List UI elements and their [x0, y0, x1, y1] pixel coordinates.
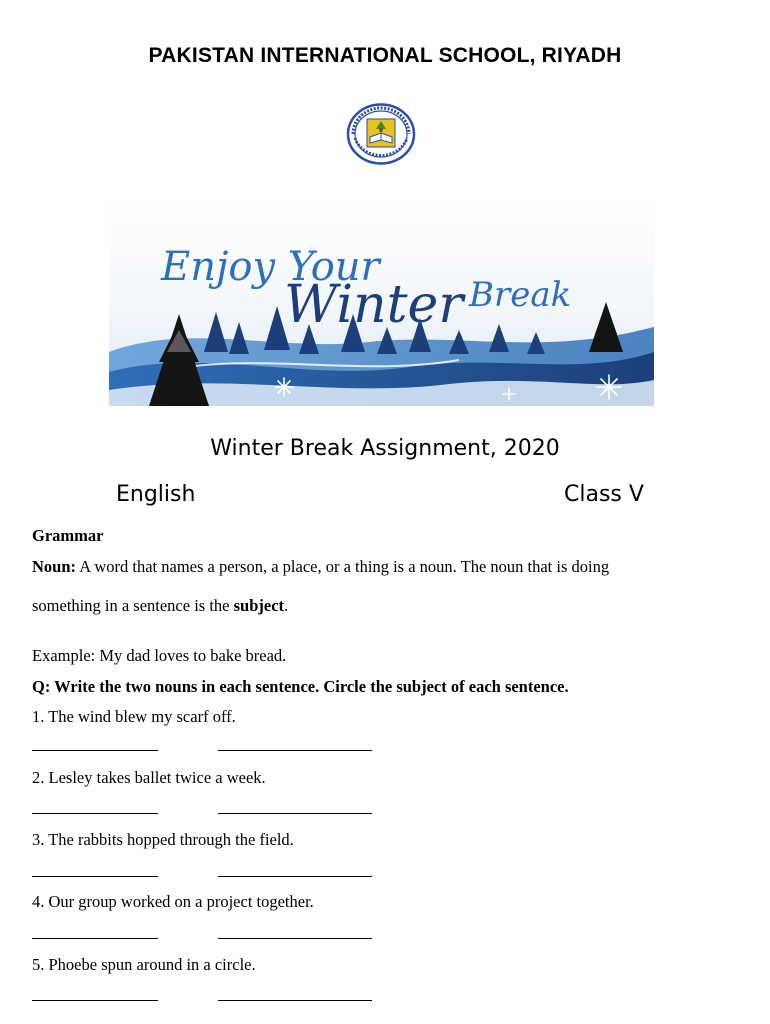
noun-definition-line-1 — [32, 557, 609, 577]
answer-blank-noun-1[interactable] — [32, 813, 158, 814]
banner-line-1: Enjoy Your — [161, 244, 380, 290]
section-heading: Grammar — [32, 526, 104, 545]
subject-term: subject — [233, 596, 285, 615]
subject-label: English — [116, 482, 196, 507]
sentence-item: 1. The wind blew my scarf off. — [32, 707, 236, 726]
answer-blank-noun-1[interactable] — [32, 876, 158, 877]
school-seal-icon — [346, 103, 416, 165]
winter-landscape-illustration — [109, 202, 654, 406]
answer-blank-noun-2[interactable] — [218, 938, 372, 939]
noun-definition-line-2 — [32, 596, 288, 616]
question-prompt: Q: Write the two nouns in each sentence. Circle the subject of each sentence. — [32, 677, 569, 696]
class-label: Class V — [564, 482, 644, 507]
answer-blank-noun-2[interactable] — [218, 813, 372, 814]
example-sentence: Example: My dad loves to bake bread. — [32, 646, 287, 665]
noun-definition-end: . — [284, 596, 289, 615]
sentence-item: 5. Phoebe spun around in a circle. — [32, 955, 256, 974]
assignment-title: Winter Break Assignment, 2020 — [210, 436, 560, 461]
banner-line-3: Break — [469, 275, 572, 315]
noun-definition-text: A word that names a person, a place, or a thing is a noun. The noun that is doing — [76, 557, 610, 576]
sentence-item: 4. Our group worked on a project together. — [32, 892, 314, 911]
answer-blank-noun-2[interactable] — [218, 1000, 372, 1001]
answer-blank-noun-1[interactable] — [32, 1000, 158, 1001]
answer-blank-noun-2[interactable] — [218, 876, 372, 877]
winter-break-banner — [109, 202, 654, 406]
noun-definition-text-2: something in a sentence is the — [32, 596, 234, 615]
answer-blank-noun-2[interactable] — [218, 750, 372, 751]
banner-line-2: Winter — [284, 275, 464, 335]
answer-blank-noun-1[interactable] — [32, 938, 158, 939]
noun-term: Noun: — [32, 557, 77, 576]
sentence-item: 3. The rabbits hopped through the field. — [32, 830, 294, 849]
sentence-item: 2. Lesley takes ballet twice a week. — [32, 768, 266, 787]
school-title: PAKISTAN INTERNATIONAL SCHOOL, RIYADH — [148, 44, 622, 67]
answer-blank-noun-1[interactable] — [32, 750, 158, 751]
school-logo — [346, 103, 416, 165]
